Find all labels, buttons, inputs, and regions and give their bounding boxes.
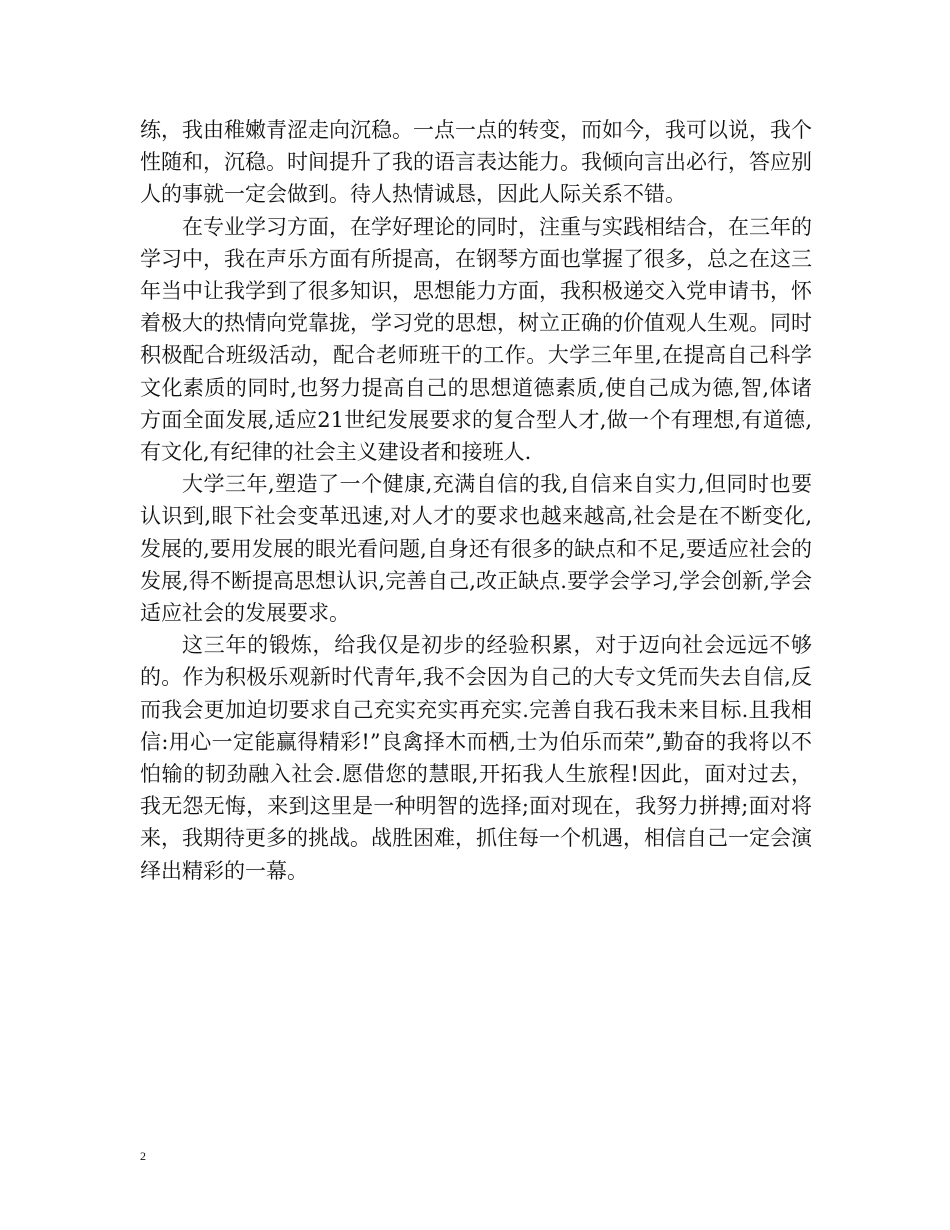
paragraph-growth: 大学三年,塑造了一个健康,充满自信的我,自信来自实力,但同时也要认识到,眼下社会变革迅速,对人才的要求也越来越高,社会是在不断变化,发展的,要用发展的眼光看问题,自身还有很多的缺点和不足,要适应社会的发展,得不断提高思想认识,完善自己,改正缺点.要学会学习,学会创新,学会适应社会的发展要求。 bbox=[140, 472, 812, 626]
paragraph-continuation: 练，我由稚嫩青涩走向沉稳。一点一点的转变，而如今，我可以说，我个性随和，沉稳。时间提升了我的语言表达能力。我倾向言出必行，答应别人的事就一定会做到。待人热情诚恳，因此人际关系不错。 bbox=[140, 118, 812, 207]
paragraph-conclusion: 这三年的锻炼，给我仅是初步的经验积累，对于迈向社会远远不够的。作为积极乐观新时代青年,我不会因为自己的大专文凭而失去自信,反而我会更加迫切要求自己充实充实再充实.完善自我石我未来目标.且我相信:用心一定能赢得精彩!”良禽择木而栖,士为伯乐而荣”,勤奋的我将以不怕输的韧劲融入社会.愿借您的慧眼,开拓我人生旅程!因此，面对过去，我无怨无悔，来到这里是一种明智的选择;面对现在，我努力拼搏;面对将来，我期待更多的挑战。战胜困难，抓住每一个机遇，相信自己一定会演绎出精彩的一幕。 bbox=[140, 633, 812, 883]
page-number: 2 bbox=[140, 1149, 146, 1163]
document-body bbox=[140, 114, 812, 887]
paragraph-study: 在专业学习方面，在学好理论的同时，注重与实践相结合，在三年的学习中，我在声乐方面有所提高，在钢琴方面也掌握了很多，总之在这三年当中让我学到了很多知识，思想能力方面，我积极递交入党申请书，怀着极大的热情向党靠拢，学习党的思想，树立正确的价值观人生观。同时积极配合班级活动，配合老师班干的工作。大学三年里,在提高自己科学文化素质的同时,也努力提高自己的思想道德素质,使自己成为德,智,体诸方面全面发展,适应21世纪发展要求的复合型人才,做一个有理想,有道德,有文化,有纪律的社会主义建设者和接班人. bbox=[140, 214, 812, 465]
